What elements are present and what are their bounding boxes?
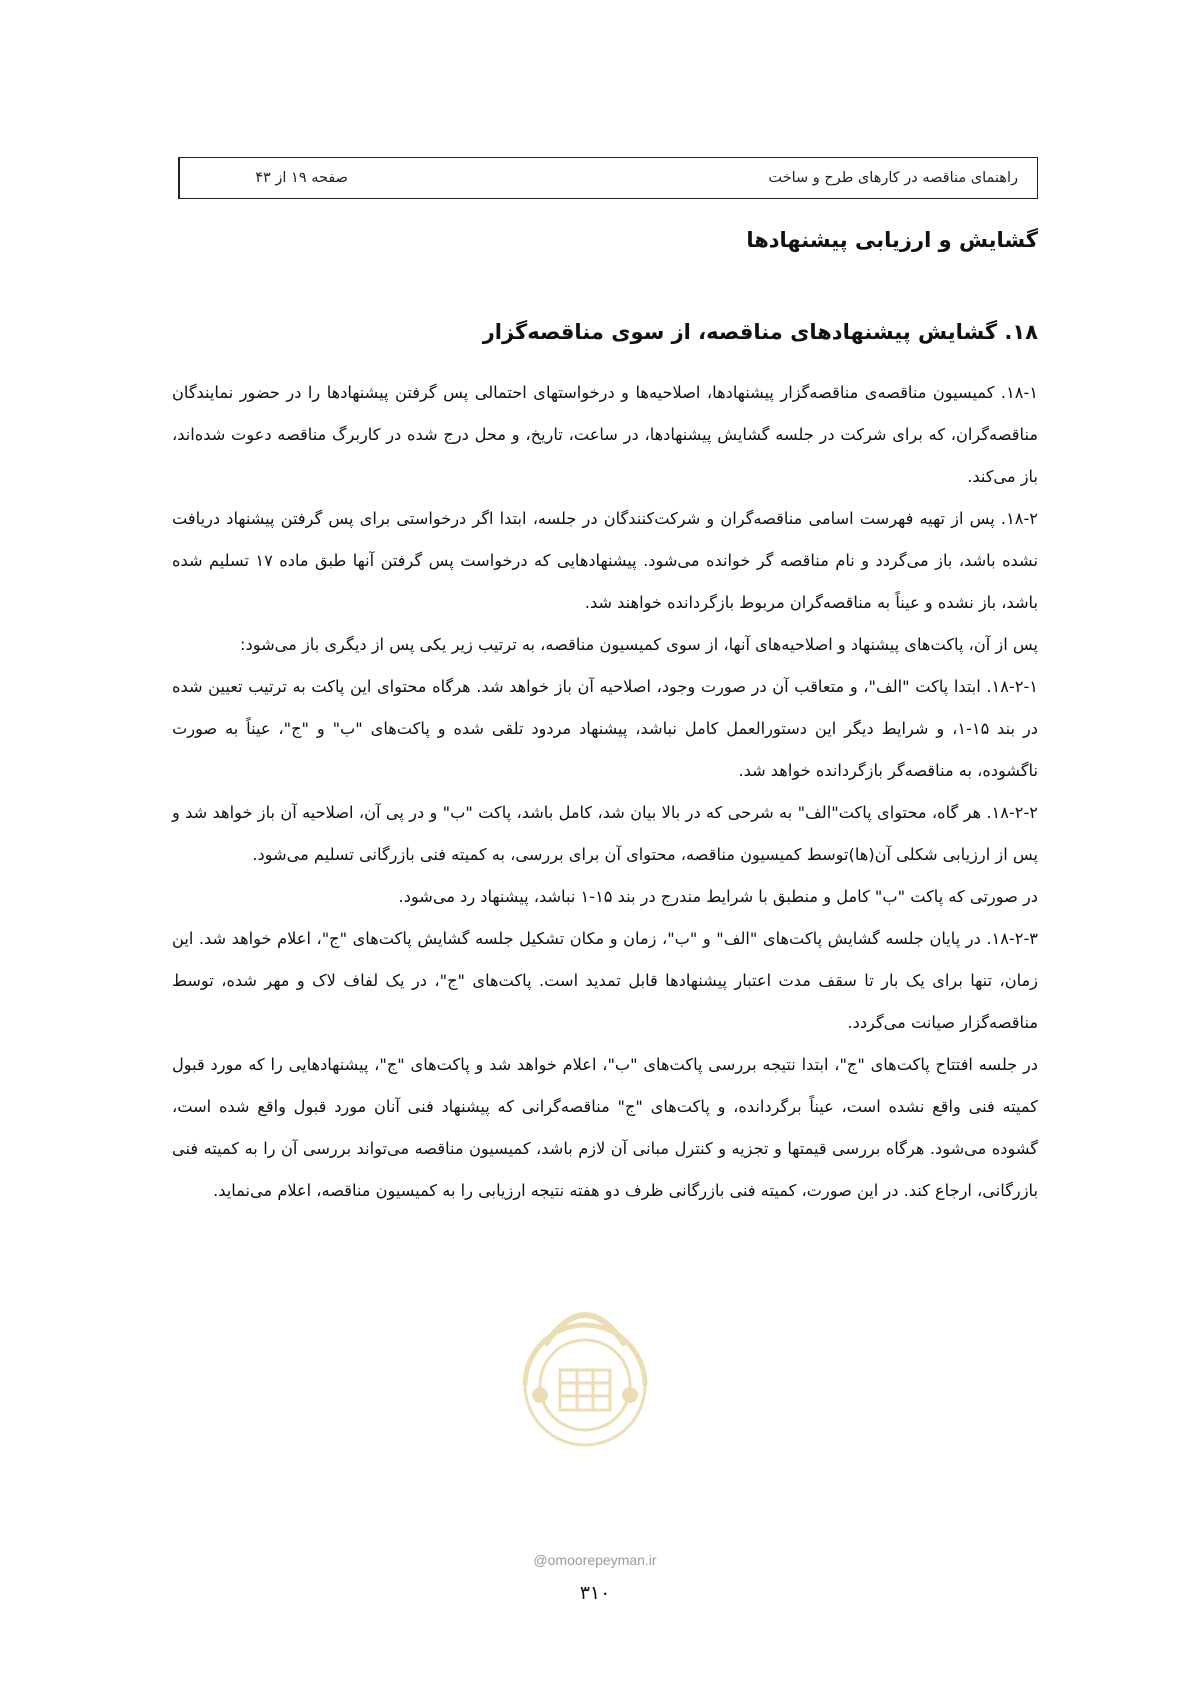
page-header [178,157,1038,199]
header-title [362,158,1037,198]
header-page-label [179,158,362,198]
paragraph: ۱۸-۲-۳. در پایان جلسه گشایش پاکت‌های "الف" و "ب"، زمان و مکان تشکیل جلسه گشایش پاکت‌های "ج"، اعلام خواهد شد. این زمان، تنها برای یک بار تا سقف مدت اعتبار پیشنهادها قابل تمدید است. پاکت‌های "ج"، در یک لفاف لاک و مهر شده، توسط مناقصه‌گزار صیانت می‌گردد. [172,929,1038,1032]
paragraph: ۱۸-۱. کمیسیون مناقصه‌ی مناقصه‌گزار پیشنهادها، اصلاحیه‌ها و درخواستهای احتمالی پس گرفتن پیشنهادها را در حضور نمایندگان مناقصه‌گران، که برای شرکت در جلسه گشایش پیشنهادها، در ساعت، تاریخ، و محل درج شده در کاربرگ مناقصه دعوت شده‌اند، باز می‌کند. [172,383,1038,486]
page-number: ۳۱۰ [579,1582,611,1604]
watermark-logo [490,1265,680,1495]
paragraph: ۱۸-۲-۲. هر گاه، محتوای پاکت"الف" به شرحی که در بالا بیان شد، کامل باشد، پاکت "ب" و در پی آن، اصلاحیه آن باز خواهد شد و پس از ارزیابی شکلی آن(ها)توسط کمیسیون مناقصه، محتوای آن برای بررسی، به کمیته فنی بازرگانی تسلیم می‌شود. [172,803,1038,864]
paragraph: پس از آن، پاکت‌های پیشنهاد و اصلاحیه‌های آنها، از سوی کمیسیون مناقصه، به ترتیب زیر یکی پس از دیگری باز می‌شود: [240,635,1038,654]
paragraph: در جلسه افتتاح پاکت‌های "ج"، ابتدا نتیجه بررسی پاکت‌های "ب"، اعلام خواهد شد و پاکت‌های "ج"، پیشنهادهایی را که مورد قبول کمیته فنی واقع نشده است، عیناً برگردانده، و پاکت‌های "ج" مناقصه‌گرانی که پیشنهاد فنی آنان مورد قبول واقع شده است، گشوده می‌شود. هرگاه بررسی قیمتها و تجزیه و کنترل مبانی آن لازم باشد، کمیسیون مناقصه می‌تواند بررسی آن را به کمیته فنی بازرگانی، ارجاع کند. در این صورت، کمیته فنی بازرگانی ظرف دو هفته نتیجه ارزیابی را به کمیسیون مناقصه، اعلام می‌نماید. [172,1055,1038,1200]
header-title-text: راهنمای مناقصه در کارهای طرح و ساخت [768,170,1018,186]
watermark-url: @omoorepeyman.ir [533,1552,657,1568]
paragraph: در صورتی که پاکت "ب" کامل و منطبق با شرایط مندرج در بند ۱۵-۱ نباشد، پیشنهاد رد می‌شود. [398,887,1038,906]
header-page-text: صفحه ۱۹ از ۴۳ [255,170,348,186]
sub-heading: ۱۸. گشایش پیشنهادهای مناقصه، از سوی مناقصه‌گزار [482,320,1038,344]
paragraph: ۱۸-۲. پس از تهیه فهرست اسامی مناقصه‌گران و شرکت‌کنندگان در جلسه، ابتدا اگر درخواستی برای پس گرفتن پیشنهاد دریافت نشده باشد، باز می‌گردد و نام مناقصه گر خوانده می‌شود. پیشنهادهایی که درخواست پس گرفتن آنها طبق ماده ۱۷ تسلیم شده باشد، باز نشده و عیناً به مناقصه‌گران مربوط بازگردانده خواهند شد. [172,509,1038,612]
section-heading: گشایش و ارزیابی پیشنهادها [746,228,1038,252]
body-text [172,372,1038,1212]
paragraph: ۱۸-۲-۱. ابتدا پاکت "الف"، و متعاقب آن در صورت وجود، اصلاحیه آن باز خواهد شد. هرگاه محتوای این پاکت به ترتیب تعیین شده در بند ۱۵-۱، و شرایط دیگر این دستورالعمل کامل نباشد، پیشنهاد مردود تلقی شده و پاکت‌های "ب" و "ج"، عیناً به صورت ناگشوده، به مناقصه‌گر بازگردانده خواهد شد. [172,677,1038,780]
